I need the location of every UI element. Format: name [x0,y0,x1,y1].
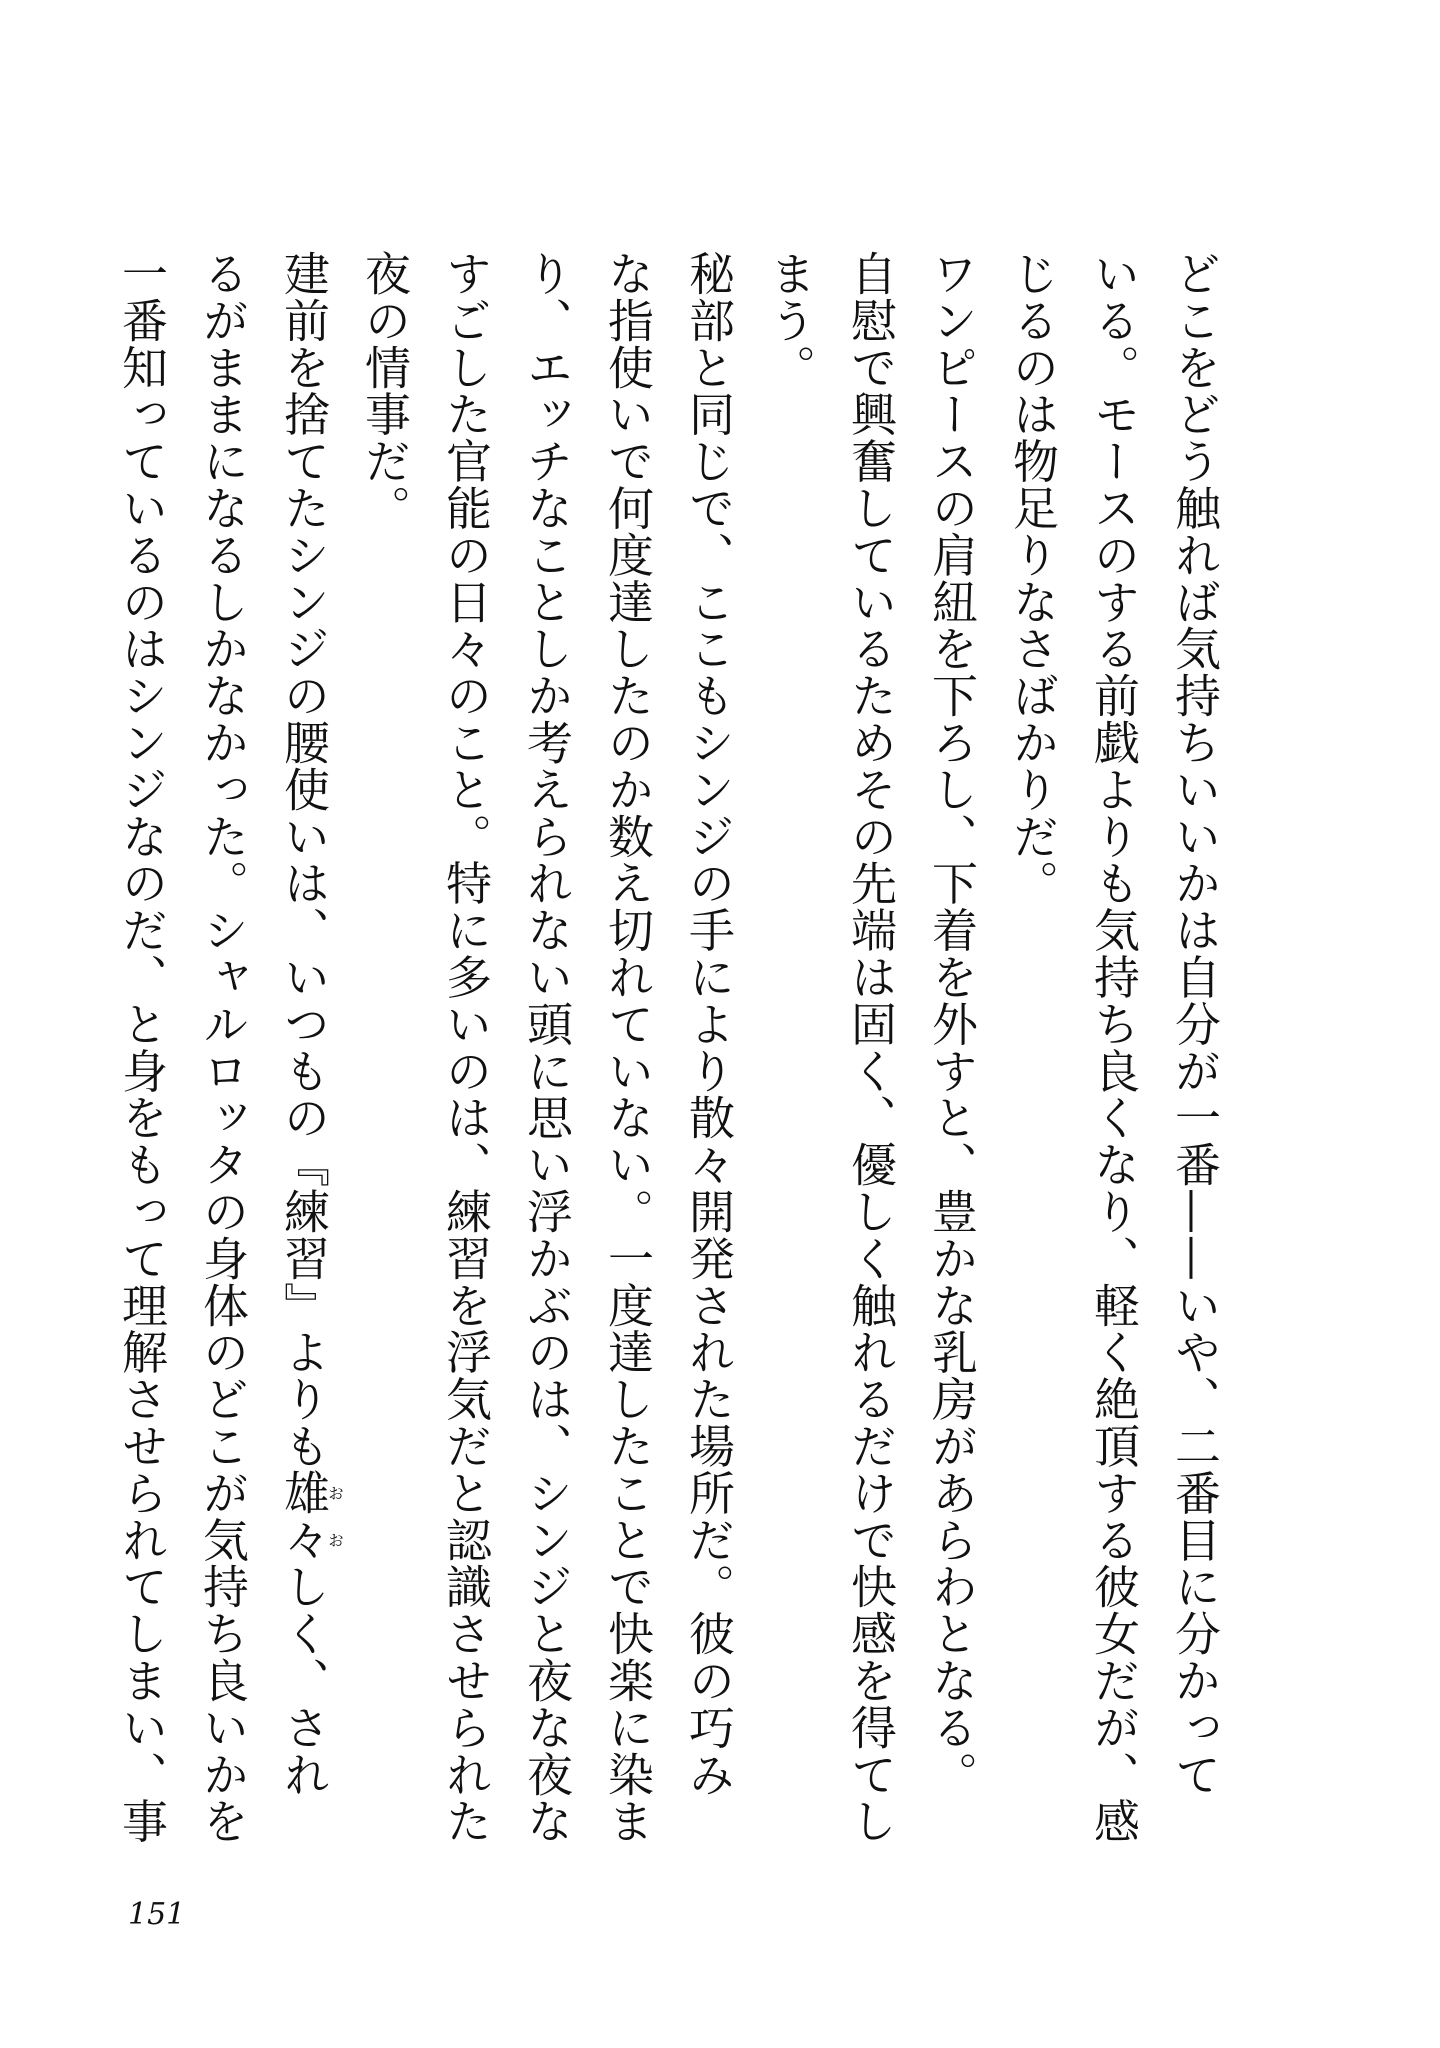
ruby-annotation [277,1469,345,1564]
text-line: 夜の情事だ。 [358,250,412,532]
text-line: どこをどう触れば気持ちいいかは自分が一番——いや、二番目に分かって [1168,250,1222,1798]
ruby-base: 雄々 [277,1469,331,1564]
text-line: 一番知っているのはシンジなのだ、と身をもって理解させられてしまい、事 [115,250,169,1845]
text-line: すごした官能の日々のこと。特に多いのは、練習を浮気だと認識させられた [439,250,493,1845]
body-text [101,250,1235,1845]
text-segment: しく、され [277,1563,331,1798]
page-number: 151 [128,1897,186,1932]
text-line: ワンピースの肩紐を下ろし、下着を外すと、豊かな乳房があらわとなる。 [925,250,979,1798]
text-line: な指使いで何度達したのか数え切れていない。一度達したことで快楽に染ま [601,250,655,1845]
text-line: るがままになるしかなかった。シャルロッタの身体のどこが気持ち良いかを [196,250,250,1845]
text-line: り、エッチなことしか考えられない頭に思い浮かぶのは、シンジと夜な夜な [520,250,574,1845]
text-segment: 建前を捨てたシンジの腰使いは、いつもの『練習』よりも [277,250,331,1470]
text-line: じるのは物足りなさばかりだ。 [1006,250,1060,907]
text-line: まう。 [763,250,817,391]
text-line-with-ruby [263,250,344,1810]
ruby-reading: おお [325,1469,345,1564]
text-line: 自慰で興奮しているためその先端は固く、優しく触れるだけで快感を得てし [844,250,898,1845]
text-line: いる。モースのする前戯よりも気持ち良くなり、軽く絶頂する彼女だが、感 [1087,250,1141,1845]
text-line: 秘部と同じで、ここもシンジの手により散々開発された場所だ。彼の巧み [682,250,736,1798]
